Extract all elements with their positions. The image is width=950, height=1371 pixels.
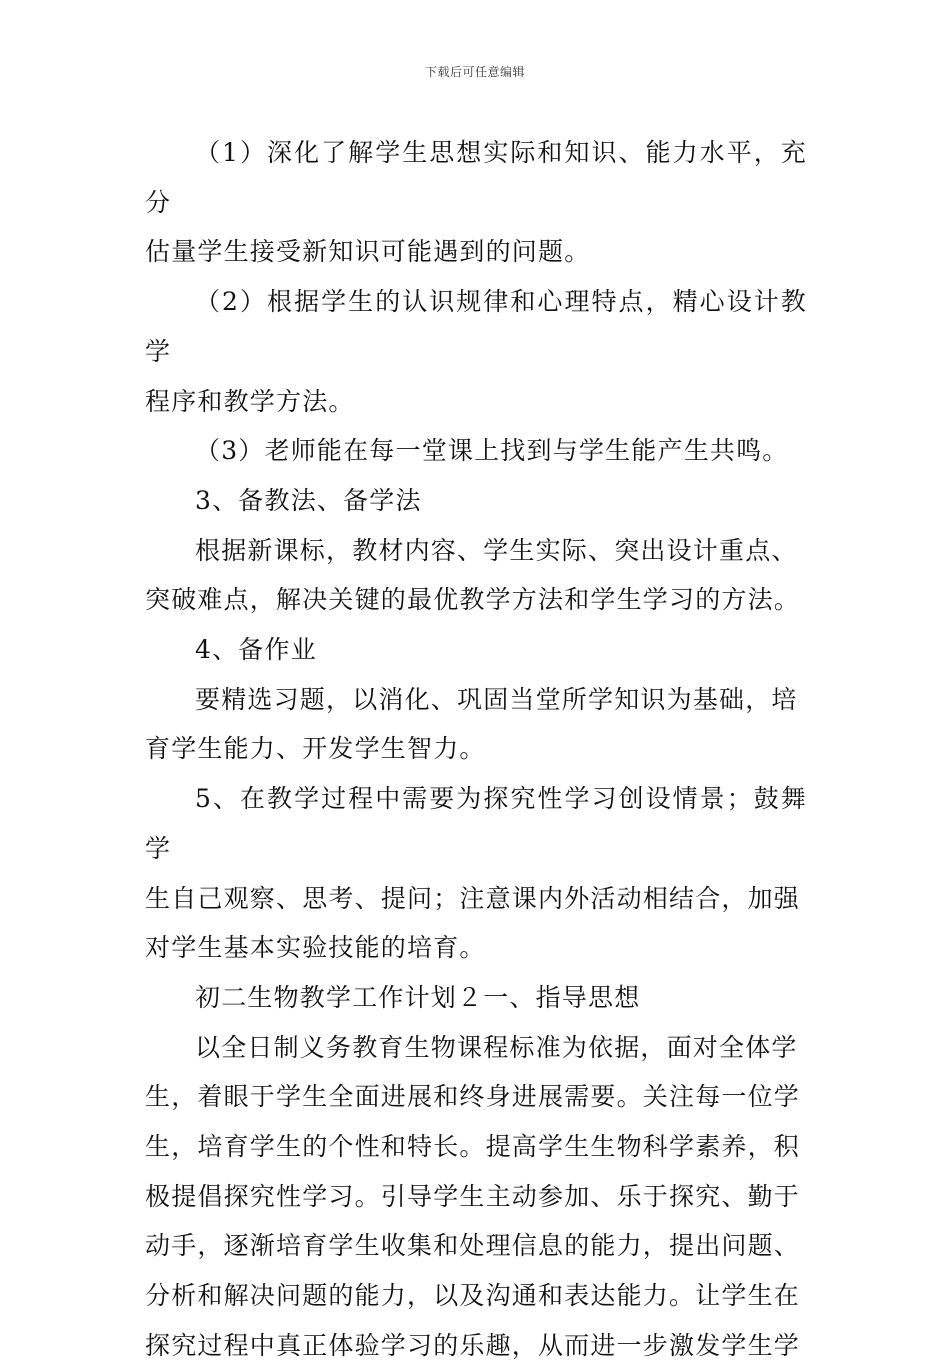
- text-line: 突破难点，解决关键的最优教学方法和学生学习的方法。: [145, 585, 801, 615]
- section-heading-plan-2: [145, 973, 807, 1023]
- text-line: 初二生物教学工作计划２一、指导思想: [195, 982, 641, 1012]
- text-line: 探究过程中真正体验学习的乐趣，从而进一步激发学生学: [145, 1330, 801, 1360]
- text-line: 极提倡探究性学习。引导学生主动参加、乐于探究、勤于: [145, 1181, 801, 1211]
- text-line: 分析和解决问题的能力，以及沟通和表达能力。让学生在: [145, 1281, 801, 1311]
- page-header-note: 下载后可任意编辑: [424, 65, 525, 79]
- paragraph-7: [145, 675, 807, 774]
- text-line: 估量学生接受新知识可能遇到的问题。: [145, 237, 591, 267]
- text-line: （2）根据学生的认识规律和心理特点，精心设计教学: [145, 287, 807, 366]
- section-heading-prepare-methods: [145, 476, 807, 526]
- document-body: [145, 128, 807, 1371]
- text-line: （3）老师能在每一堂课上找到与学生能产生共鸣。: [195, 436, 789, 466]
- text-line: 要精选习题，以消化、巩固当堂所学知识为基础，培: [195, 684, 798, 714]
- paragraph-10: [145, 1023, 807, 1371]
- text-line: （1）深化了解学生思想实际和知识、能力水平，充分: [145, 138, 807, 217]
- text-line: 3、备教法、备学法: [195, 485, 422, 515]
- text-line: 动手，逐渐培育学生收集和处理信息的能力，提出问题、: [145, 1231, 801, 1261]
- text-line: 育学生能力、开发学生智力。: [145, 734, 486, 764]
- text-line: 5、在教学过程中需要为探究性学习创设情景；鼓舞学: [145, 784, 807, 863]
- text-line: 生自己观察、思考、提问；注意课内外活动相结合，加强: [145, 883, 801, 913]
- paragraph-2: [145, 277, 807, 426]
- paragraph-1: [145, 128, 807, 277]
- paragraph-8: [145, 774, 807, 973]
- text-line: 根据新课标，教材内容、学生实际、突出设计重点、: [195, 535, 798, 565]
- text-line: 4、备作业: [195, 635, 317, 665]
- paragraph-3: [145, 426, 807, 476]
- text-line: 程序和教学方法。: [145, 386, 355, 416]
- text-line: 对学生基本实验技能的培育。: [145, 933, 486, 963]
- text-line: 以全日制义务教育生物课程标准为依据，面对全体学: [195, 1032, 798, 1062]
- text-line: 生，着眼于学生全面进展和终身进展需要。关注每一位学: [145, 1082, 801, 1112]
- paragraph-5: [145, 526, 807, 625]
- section-heading-prepare-homework: [145, 625, 807, 675]
- text-line: 生，培育学生的个性和特长。提高学生生物科学素养，积: [145, 1132, 801, 1162]
